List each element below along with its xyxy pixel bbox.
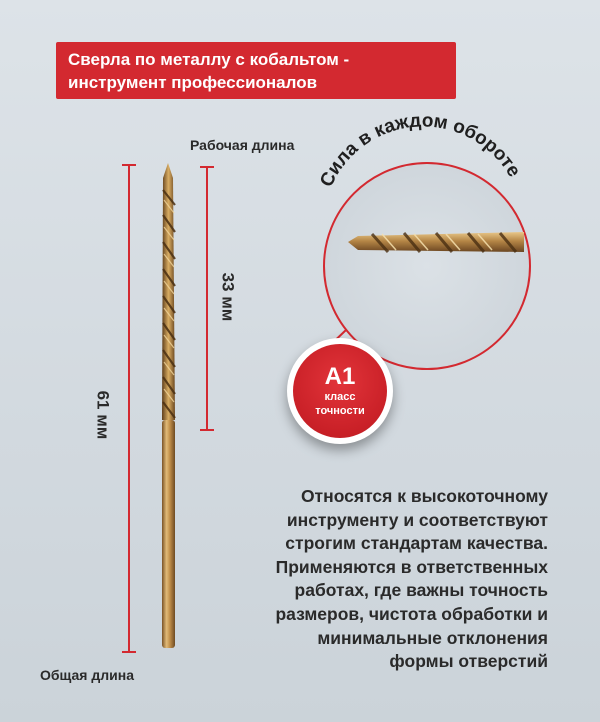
accuracy-badge-line-1: класс [324, 391, 356, 403]
total-length-value: 61 мм [93, 390, 113, 440]
description-paragraph [222, 485, 548, 674]
description-line: Применяются в ответственных [275, 556, 548, 577]
description-line: работах, где важны точность [294, 580, 548, 601]
description-line: строгим стандартам качества. [285, 533, 548, 554]
description-line: инструменту и соответствуют [286, 509, 548, 530]
description-line: минимальные отклонения [317, 627, 548, 648]
zoomed-drill [348, 232, 524, 252]
drill-bit [162, 163, 175, 648]
total-length-dimension [122, 165, 136, 652]
accuracy-badge-inner [293, 344, 387, 438]
zoom-circle [302, 110, 530, 372]
working-length-label: Рабочая длина [190, 137, 295, 153]
working-length-dimension [200, 167, 214, 430]
description-line: размеров, чистота обработки и [275, 603, 548, 624]
total-length-label: Общая длина [40, 667, 134, 683]
accuracy-badge [287, 338, 393, 444]
title-line-1: Сверла по металлу с кобальтом - [68, 49, 350, 69]
zoom-arc-text-path: Сила в каждом обороте [316, 110, 525, 191]
title-line-2: инструмент профессионалов [68, 72, 318, 92]
accuracy-grade: A1 [324, 363, 356, 390]
accuracy-badge-line-2: точности [315, 405, 365, 417]
description-line: Относятся к высокоточному [300, 486, 548, 506]
working-length-value: 33 мм [218, 272, 238, 322]
description-line: формы отверстий [389, 651, 548, 672]
